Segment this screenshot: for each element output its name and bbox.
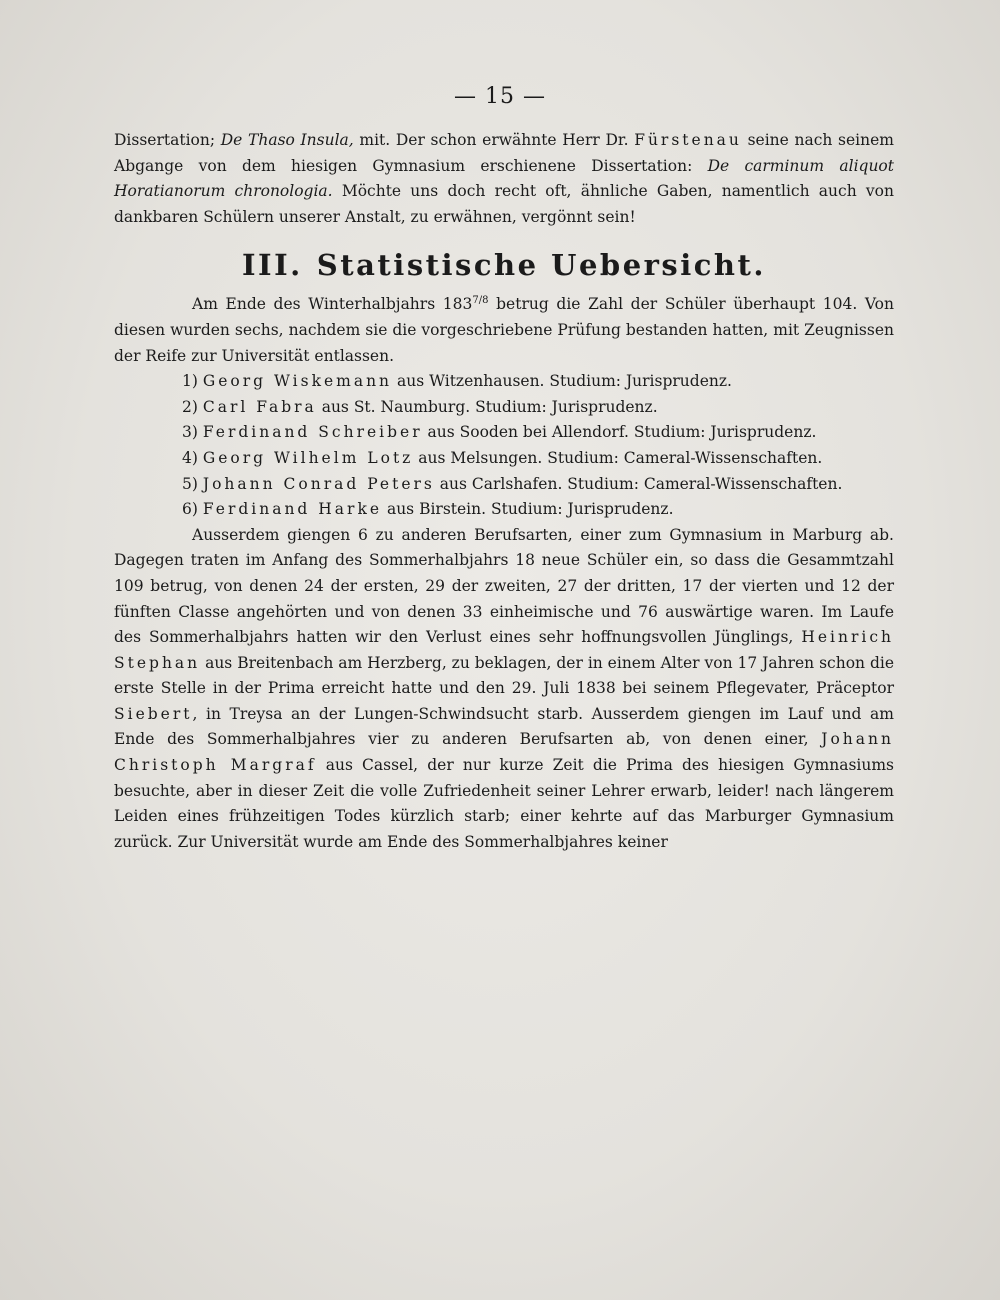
list-item (114, 395, 894, 421)
stats-year-fraction: 7/8 (472, 295, 489, 307)
intro-text-2: mit. Der schon erwähnte Herr Dr. (353, 131, 635, 149)
person-name-margraf: Johann Christoph Margraf (114, 730, 894, 775)
graduate-details: aus Sooden bei Allendorf. Studium: Jurisprudenz. (422, 423, 817, 442)
graduate-details: aus Carlshafen. Studium: Cameral-Wissenschaften. (434, 474, 843, 493)
dissertation-title-thaso: De Thaso Insula, (220, 131, 354, 149)
graduate-name: Carl Fabra (202, 397, 317, 416)
list-item (114, 420, 894, 446)
body-text (114, 128, 894, 855)
stats-year: 183 (442, 295, 473, 314)
graduate-name: Ferdinand Harke (202, 500, 383, 519)
section-heading (114, 247, 894, 283)
list-item (114, 369, 894, 395)
graduates-list (114, 369, 894, 523)
graduate-details: aus Melsungen. Studium: Cameral-Wissenschaften. (413, 448, 823, 467)
section-title: Statistische Uebersicht. (316, 248, 767, 283)
list-item (114, 446, 894, 472)
list-item (114, 497, 894, 523)
enrollment-text-2: aus Breitenbach am Herzberg, zu beklagen, der in einem Alter von 17 Jahren schon die erste Stelle in der Prima erreicht hatte und den 29. Juli 1838 bei seinem Pflegevater, Präceptor (114, 653, 894, 698)
graduate-name: Georg Wiskemann (202, 372, 393, 391)
list-item-number: 5) (182, 474, 198, 493)
dissertation-title-horatian: De carminum aliquot Horatianorum chronologia. (114, 156, 894, 201)
enrollment-text-1: Ausserdem giengen 6 zu anderen Berufsarten, einer zum Gymnasium in Marburg ab. Dagegen traten im Anfang des Sommerhalbjahrs 18 neue Schüler ein, so dass die Gesammtzahl 109 betrug, von denen 24 der ersten, 29 der zweiten, 27 der dritten, 17 der vierten und 12 der fünften Classe angehörten und von denen 33 einheimische und 76 auswärtige waren. Im Laufe des Sommerhalbjahrs hatten wir den Verlust eines sehr hoffnungsvollen Jünglings, (114, 525, 894, 647)
person-name-stephan: Heinrich Stephan (114, 628, 894, 672)
stats-text-2: betrug die Zahl der Schüler überhaupt 104. Von diesen wurden sechs, nachdem sie die vorgeschriebene Prüfung bestanden hatten, mit Zeugnissen der Reife zur Universität entlassen. (114, 295, 894, 365)
list-item-number: 4) (182, 448, 198, 467)
graduate-name: Ferdinand Schreiber (202, 423, 423, 442)
intro-paragraph (114, 128, 894, 230)
graduate-name: Johann Conrad Peters (202, 474, 435, 493)
list-item (114, 472, 894, 498)
enrollment-paragraph (114, 523, 894, 856)
enrollment-text-4: aus Cassel, der nur kurze Zeit die Prima des hiesigen Gymnasiums besuchte, aber in dieser Zeit die volle Zufriedenheit seiner Lehrer erwarb, leider! nach längerem Leiden eines frühzeitigen Todes kürzlich starb; einer kehrte auf das Marburger Gymnasium zurück. Zur Universität wurde am Ende des Sommerhalbjahres keiner (114, 756, 894, 851)
graduate-details: aus Witzenhausen. Studium: Jurisprudenz. (392, 372, 732, 391)
intro-text-3: seine nach seinem Abgange von dem hiesigen Gymnasium erschienene Dissertation: (114, 131, 894, 175)
list-item-number: 1) (182, 372, 198, 391)
graduate-name: Georg Wilhelm Lotz (202, 448, 414, 467)
person-name-fuerstenau: Fürstenau (634, 131, 742, 149)
list-item-number: 2) (182, 397, 198, 416)
intro-text-1: Dissertation; (114, 131, 221, 149)
enrollment-text-3: , in Treysa an der Lungen-Schwindsucht starb. Ausserdem giengen im Lauf und am Ende des Sommerhalbjahres vier zu anderen Berufsarten ab, von denen einer, (114, 704, 894, 749)
graduate-details: aus St. Naumburg. Studium: Jurisprudenz. (316, 397, 658, 416)
page-number: — 15 — (454, 84, 546, 109)
stats-text-1: Am Ende des Winterhalbjahrs (192, 295, 443, 314)
intro-text-4: Möchte uns doch recht oft, ähnliche Gaben, namentlich auch von dankbaren Schülern unserer Anstalt, zu erwähnen, vergönnt sein! (114, 182, 894, 226)
graduate-details: aus Birstein. Studium: Jurisprudenz. (382, 500, 674, 519)
person-name-siebert: Siebert (114, 704, 193, 723)
list-item-number: 3) (182, 423, 198, 442)
statistics-paragraph (114, 292, 894, 369)
list-item-number: 6) (182, 500, 198, 519)
section-number: III. (241, 248, 303, 283)
